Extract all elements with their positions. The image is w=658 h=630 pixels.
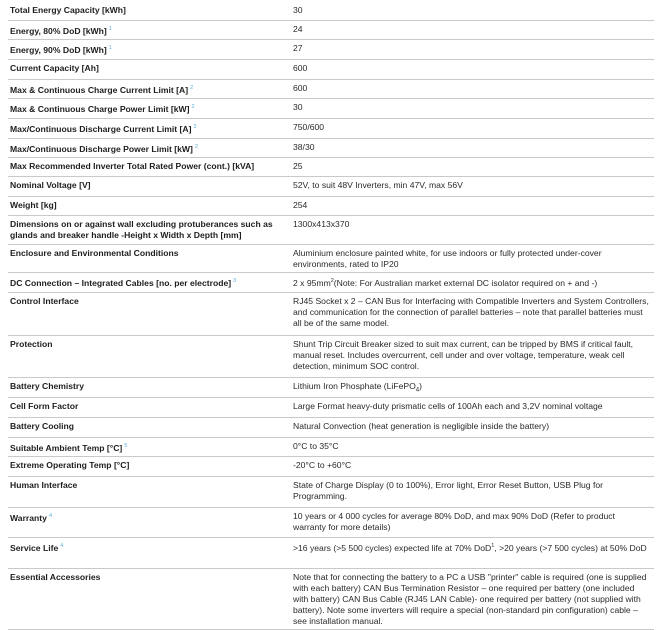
spec-value: 30: [293, 102, 303, 112]
spec-value: Aluminium enclosure painted white, for use indoors or fully protected under-cover environments, rated to IP20: [293, 248, 602, 269]
spec-row: [8, 21, 654, 40]
spec-value: -20°C to +60°C: [293, 460, 352, 470]
spec-row: [8, 139, 654, 158]
spec-value: 27: [293, 43, 303, 53]
spec-row: [8, 508, 654, 538]
spec-label: Essential Accessories: [10, 572, 101, 582]
footnote-marker: 5: [124, 443, 128, 449]
footnote-marker: 2: [194, 144, 198, 150]
spec-value: 25: [293, 161, 303, 171]
spec-label: Max Recommended Inverter Total Rated Power (cont.) [kVA]: [10, 161, 255, 171]
spec-row: [8, 457, 654, 477]
spec-row: [8, 40, 654, 60]
spec-value: 38/30: [293, 142, 315, 152]
spec-value: 0°C to 35°C: [293, 441, 339, 451]
spec-label: Protection: [10, 339, 53, 349]
spec-row: [8, 119, 654, 139]
spec-value: Lithium Iron Phosphate (LiFePO$_4$): [293, 381, 422, 394]
spec-row: [8, 216, 654, 245]
spec-value: Shunt Trip Circuit Breaker sized to suit max current, can be tripped by BMS if critical fault, manual reset. Includes overcurrent, cell under and over voltage, temperature, weak cell detection, minimum SOC control.: [293, 339, 634, 371]
spec-row: [8, 245, 654, 273]
spec-label: Cell Form Factor: [10, 401, 79, 411]
spec-value: 24: [293, 24, 303, 34]
spec-label: Energy, 90% DoD [kWh] $^1$: [10, 44, 112, 55]
spec-label: Current Capacity [Ah]: [10, 63, 99, 73]
spec-row: [8, 293, 654, 336]
spec-label: Total Energy Capacity [kWh]: [10, 5, 126, 15]
spec-row: [8, 99, 654, 119]
spec-value: 30: [293, 5, 303, 15]
spec-value: Large Format heavy-duty prismatic cells of 100Ah each and 3,2V nominal voltage: [293, 401, 603, 411]
footnote-marker: 2: [190, 85, 194, 91]
spec-row: [8, 477, 654, 508]
spec-row: [8, 177, 654, 197]
spec-row: [8, 336, 654, 378]
spec-value: State of Charge Display (0 to 100%), Error light, Error Reset Button, USB Plug for Programming.: [293, 480, 603, 501]
spec-label: Dimensions on or against wall excluding protuberances such as glands and breaker handle -Height x Width x Depth [mm]: [10, 219, 273, 240]
spec-row: [8, 197, 654, 216]
spec-value: 600: [293, 63, 308, 73]
spec-label: Battery Cooling: [10, 421, 74, 431]
spec-row: [8, 398, 654, 418]
spec-label: Max & Continuous Charge Power Limit [kW] $^2$: [10, 103, 195, 114]
spec-label: Nominal Voltage [V]: [10, 180, 91, 190]
spec-row: [8, 378, 654, 398]
footnote-marker: 1: [108, 26, 112, 32]
spec-label: Enclosure and Environmental Conditions: [10, 248, 179, 258]
spec-row: [8, 273, 654, 293]
spec-row: [8, 418, 654, 438]
spec-label: DC Connection – Integrated Cables [no. per electrode] $^3$: [10, 277, 237, 288]
spec-label: Max/Continuous Discharge Current Limit [A] $^2$: [10, 123, 197, 134]
spec-row: [8, 80, 654, 99]
spec-table: [8, 2, 654, 630]
spec-value: 1300x413x370: [293, 219, 350, 229]
spec-value: Natural Convection (heat generation is negligible inside the battery): [293, 421, 550, 431]
footnote-marker: 2: [193, 124, 197, 130]
footnote-marker: 1: [108, 45, 112, 51]
footnote-marker: 2: [191, 104, 195, 110]
spec-value: 600: [293, 83, 308, 93]
spec-label: Warranty $^4$: [10, 512, 52, 523]
footnote-marker: 4: [60, 543, 64, 549]
spec-value: 52V, to suit 48V Inverters, min 47V, max 56V: [293, 180, 463, 190]
spec-value: 10 years or 4 000 cycles for average 80% DoD, and max 90% DoD (Refer to product warranty for more details): [293, 511, 615, 532]
spec-value: Note that for connecting the battery to a PC a USB "printer" cable is required (one is supplied with each battery) CAN Bus Termination Resistor – one required per battery (one included with battery) CAN Bus Cable (RJ45 LAN Cable)- one required per battery (not supplied with battery). Note some inverters will require a special (non-standard pin configuration) cable – see installation manual.: [293, 572, 647, 626]
spec-label: Weight [kg]: [10, 200, 57, 210]
spec-label: Suitable Ambient Temp [°C] $^5$: [10, 442, 128, 453]
spec-row: [8, 60, 654, 80]
spec-label: Service Life $^4$: [10, 542, 64, 553]
spec-label: Max/Continuous Discharge Power Limit [kW] $^2$: [10, 143, 198, 154]
spec-label: Energy, 80% DoD [kWh] $^1$: [10, 25, 112, 36]
spec-row: [8, 438, 654, 457]
spec-value: 254: [293, 200, 308, 210]
spec-row: [8, 538, 654, 569]
spec-label: Control Interface: [10, 296, 79, 306]
spec-label: Max & Continuous Charge Current Limit [A] $^2$: [10, 84, 194, 95]
spec-value: 2 x $95mm^2(Note$: For Australian market external DC isolator required on + and -): [293, 277, 598, 288]
spec-row: [8, 2, 654, 21]
spec-value: RJ45 Socket x 2 – CAN Bus for Interfacing with Compatible Inverters and System Controllers, and communication for the connection of parallel batteries – note that parallel batteries must all be of the same model.: [293, 296, 649, 328]
spec-value: 750/600: [293, 122, 325, 132]
spec-row: [8, 158, 654, 177]
spec-label: Human Interface: [10, 480, 78, 490]
spec-label: Extreme Operating Temp [°C]: [10, 460, 130, 470]
spec-row: [8, 569, 654, 630]
footnote-marker: 3: [233, 278, 237, 284]
spec-label: Battery Chemistry: [10, 381, 85, 391]
spec-value: >16 years (>5 500 cycles) expected life at 70% DoD$^1$, >20 years (>7 500 cycles) at 50% DoD: [293, 542, 647, 553]
footnote-marker: 4: [48, 513, 52, 519]
